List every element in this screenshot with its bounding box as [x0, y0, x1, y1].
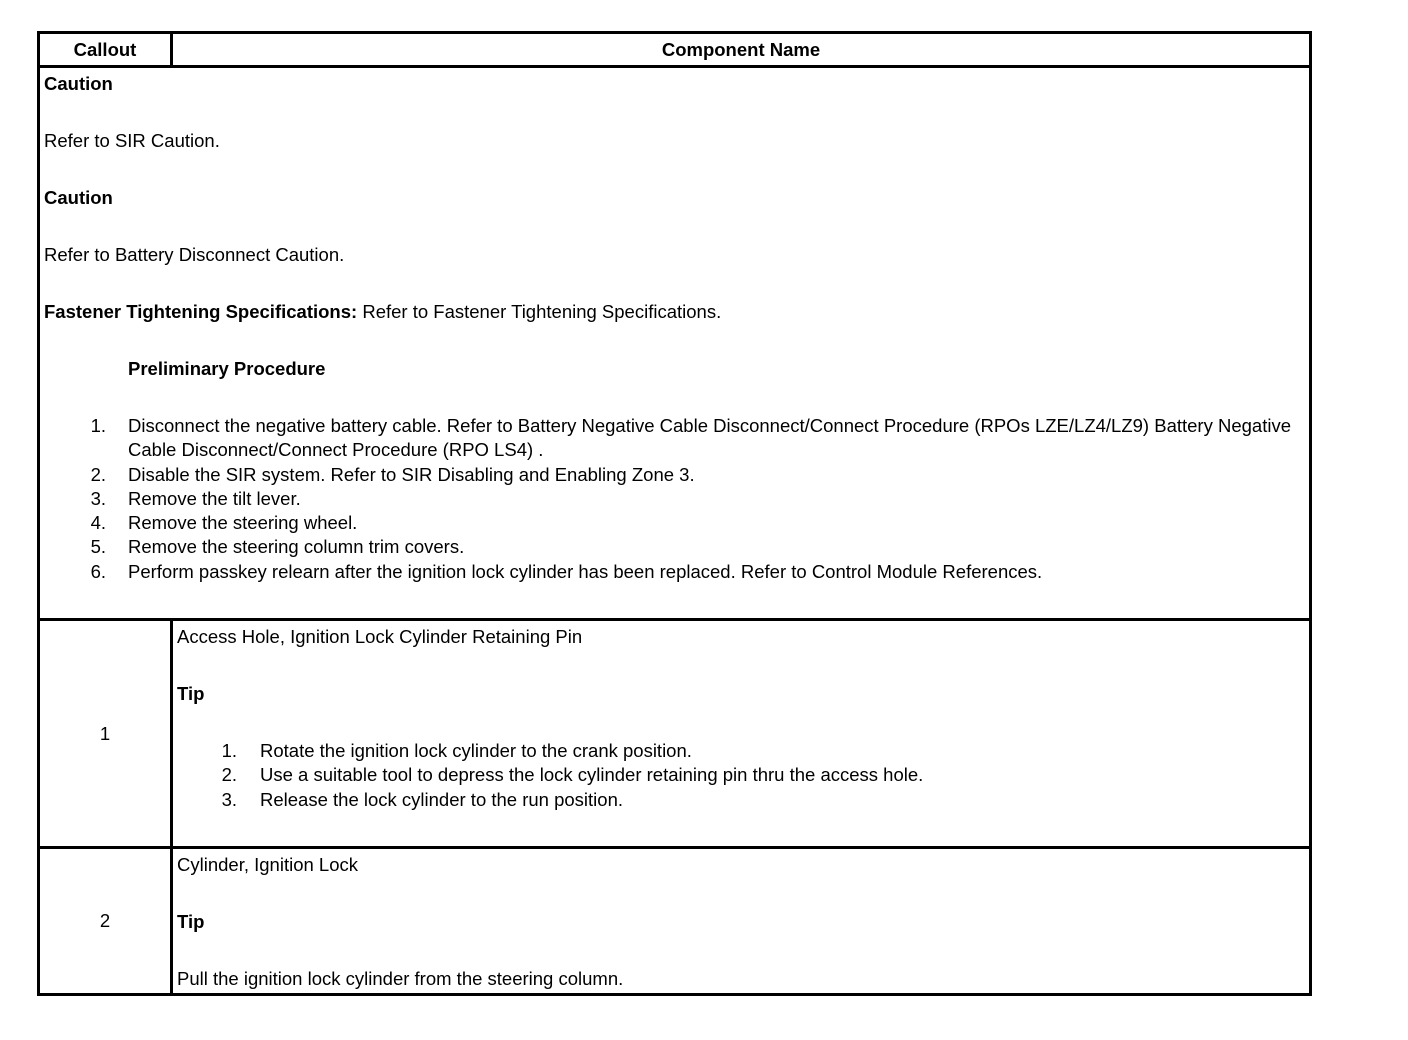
callout-number: 2 — [39, 848, 172, 995]
table-row — [39, 848, 1311, 995]
table-header-row — [39, 33, 1311, 67]
preliminary-procedure-title: Preliminary Procedure — [128, 358, 326, 379]
fastener-spec — [44, 300, 1309, 324]
step-number: 2. — [221, 764, 237, 786]
list-item — [44, 511, 1309, 535]
step-text: Remove the steering wheel. — [128, 512, 358, 534]
list-item — [177, 739, 1309, 763]
tip-steps-list — [177, 739, 1309, 812]
step-number: 1. — [221, 740, 237, 761]
component-cell — [172, 848, 1311, 995]
component-name-header: Component Name — [172, 33, 1311, 67]
list-item — [44, 535, 1309, 559]
tip-text: Pull the ignition lock cylinder from the steering column. — [177, 968, 624, 989]
caution-2-title: Caution — [44, 187, 113, 208]
intro-row — [39, 67, 1311, 620]
procedure-table — [37, 31, 1312, 996]
intro-cell — [39, 67, 1311, 620]
step-number: 5. — [90, 536, 106, 558]
list-item — [44, 487, 1309, 511]
tip-title: Tip — [177, 911, 205, 932]
callout-number: 1 — [39, 620, 172, 848]
caution-2-text: Refer to Battery Disconnect Caution. — [44, 244, 345, 265]
step-number: 3. — [90, 487, 106, 509]
list-item — [44, 414, 1309, 463]
step-text: Rotate the ignition lock cylinder to the crank position. — [260, 740, 692, 761]
step-number: 6. — [90, 560, 106, 582]
step-text: Use a suitable tool to depress the lock cylinder retaining pin thru the access hole. — [260, 764, 924, 786]
caution-1-text: Refer to SIR Caution. — [44, 130, 220, 151]
step-text: Disconnect the negative battery cable. Refer to Battery Negative Cable Disconnect/Connect Procedure (RPOs LZE/LZ4/LZ9) Battery Negative Cable Disconnect/Connect Procedure (RPO LS4) . — [128, 415, 1291, 461]
tip-title: Tip — [177, 683, 205, 704]
step-number: 2. — [90, 463, 106, 485]
caution-1-title: Caution — [44, 73, 113, 94]
step-text: Perform passkey relearn after the ignition lock cylinder has been replaced. Refer to Control Module References. — [128, 560, 1043, 582]
component-name: Cylinder, Ignition Lock — [177, 854, 358, 875]
callout-header: Callout — [39, 33, 172, 67]
step-text: Remove the steering column trim covers. — [128, 536, 465, 558]
list-item — [44, 560, 1309, 584]
step-text: Release the lock cylinder to the run position. — [260, 788, 624, 810]
fastener-spec-label: Fastener Tightening Specifications: — [44, 301, 358, 322]
step-text: Disable the SIR system. Refer to SIR Disabling and Enabling Zone 3. — [128, 463, 695, 485]
list-item — [177, 763, 1309, 787]
list-item — [177, 788, 1309, 812]
table-row — [39, 620, 1311, 848]
component-name: Access Hole, Ignition Lock Cylinder Retaining Pin — [177, 626, 583, 647]
step-number: 4. — [90, 512, 106, 534]
preliminary-steps-list — [44, 414, 1309, 584]
step-number: 1. — [90, 415, 106, 436]
fastener-spec-text: Refer to Fastener Tightening Specifications. — [357, 301, 722, 322]
list-item — [44, 463, 1309, 487]
component-cell — [172, 620, 1311, 848]
step-number: 3. — [221, 788, 237, 810]
step-text: Remove the tilt lever. — [128, 487, 301, 509]
